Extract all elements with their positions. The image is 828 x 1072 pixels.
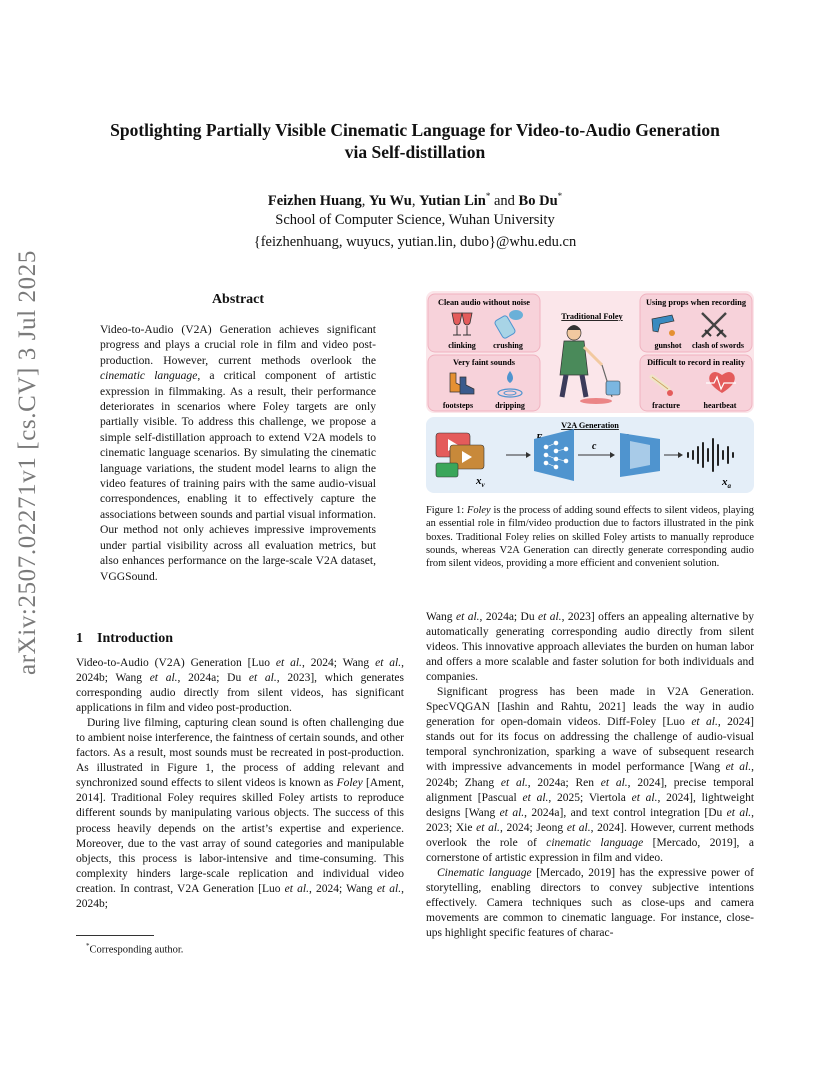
author-separator: , [411, 192, 420, 209]
abstract-text [100, 322, 376, 584]
emphasis-text: et al. [476, 821, 500, 834]
traditional-foley-title: Traditional Foley [561, 312, 623, 321]
caption-text: is the process of adding sound effects to silent videos, playing an essential role in film/video production due to factors illustrated in the pink boxes. Traditional Foley relies on skilled Foley artists to manually reproduce sounds, whereas V2A Generation can directly generate corresponding audio from silent videos, providing a more efficient and convenient solution. [426, 505, 755, 570]
paragraph-text: , 2024]. However, current methods overlook the role of [426, 821, 754, 849]
emphasis-text: Foley [336, 777, 363, 790]
emphasis-text: et al. [149, 672, 178, 685]
clinking-label: clinking [448, 341, 476, 350]
paragraph-text: Significant progress has been made in V2A Generation. SpecVQGAN [Iashin and Rahtu, 2021] leads the way in audio generation for open-domain videos. Diff-Foley [Luo [426, 686, 754, 729]
paper-title [60, 119, 770, 163]
difficult-title: Difficult to record in reality [647, 358, 745, 367]
corresponding-mark: * [485, 191, 491, 201]
clean-audio-title: Clean audio without noise [438, 298, 530, 307]
paragraph-text: , 2023], which generates corresponding audio directly from silent videos, has significant applications in film and video post-production. [76, 672, 405, 715]
section-title: Introduction [97, 631, 173, 646]
paragraph-text: , 2024a], and text control integration [Du [524, 806, 727, 819]
emphasis-text: cinematic language [546, 836, 644, 849]
author-separator: , [361, 192, 369, 209]
faint-sounds-title: Very faint sounds [453, 358, 515, 367]
body-paragraph [426, 685, 754, 866]
emphasis-text: Cinematic language [437, 866, 532, 879]
footnote-rule [76, 935, 154, 936]
paragraph-text: , 2024; Wang [308, 882, 377, 895]
abstract-text-part: , a critical component of artistic expression in filmmaking. As a result, their performance deteriorates in scenarios where Foley targets are only partially visible. To address this challenge, we propose a simple self-distillation approach to extend V2A models to cinematic language scenarios. By simulating the cinematic language variations, the student model learns to align the video features of training pairs with the same audio-visual correspondences, enabling it to effectively capture the associations between sounds and partial visual information. Our method not only achieves impressive improvements under partial visibility across all evaluation metrics, but also enhances performance on the large-scale V2A dataset, VGGSound. [100, 369, 376, 583]
paragraph-text: , 2024a; Ren [527, 776, 601, 789]
paragraph-text: , 2023; Xie [426, 806, 755, 834]
section-heading [76, 631, 173, 647]
paragraph-text: , 2025; Viertola [548, 791, 632, 804]
body-paragraph [426, 866, 754, 941]
emphasis-text: et al. [376, 882, 402, 895]
generator-inner [630, 441, 650, 469]
paragraph-text: , 2024], precise temporal alignment [Pascual [426, 776, 754, 804]
emphasis-text: et al. [284, 882, 309, 895]
v2a-title: V2A Generation [561, 421, 619, 430]
fracture-label: fracture [652, 401, 680, 410]
caption-emphasis: Foley [467, 505, 491, 516]
footnote [86, 940, 183, 957]
emphasis-text: et al. [631, 791, 658, 804]
emphasis-text: et al. [499, 806, 525, 819]
paragraph-text: , 2024; Jeong [499, 821, 567, 834]
crushing-label: crushing [493, 341, 523, 350]
props-title: Using props when recording [646, 298, 746, 307]
gunshot-label: gunshot [654, 341, 682, 350]
emphasis-text: et al. [522, 791, 549, 804]
paragraph-text: , 2024] stands out for its focus on addressing the challenge of audio-visual temporal synchronization, sparking a wave of subsequent research with impressive advancements in model performance [Wang [426, 716, 754, 774]
video-input-label: $x_v$ [476, 475, 485, 489]
emphasis-text: et al. [600, 776, 628, 789]
body-paragraph [76, 656, 404, 716]
abstract-heading: Abstract [211, 292, 265, 307]
emphasis-text: et al. [566, 821, 591, 834]
emphasis-text: et al. [538, 611, 562, 623]
paragraph-text: Wang [426, 611, 456, 623]
author-separator: and [490, 192, 519, 209]
paragraph-text: , 2024b; Wang [76, 657, 405, 685]
paragraph-text: [Ament, 2014]. Traditional Foley requires skilled Foley artists to reproduce different sounds by manipulating various objects. The success of this process heavily depends on the artist’s expertise and experience. Moreover, due to the vast array of sound categories and manipulable objects, this process is labor-intensive and time-consuming. This complexity hinders large-scale replication and individual video creation. In contrast, V2A Generation [Luo [76, 777, 404, 895]
arxiv-identifier: arXiv:2507.02271v1 [cs.CV] 3 Jul 2025 [14, 250, 41, 675]
author-emails: {feizhenhuang, wuyucs, yutian.lin, dubo}@whu.edu.cn [253, 234, 577, 250]
paragraph-text: , 2024b; Zhang [426, 761, 754, 789]
section-number: 1 [76, 631, 83, 646]
author-name: Bo Du [518, 192, 558, 209]
condition-label: c [592, 441, 597, 452]
footnote-text: Corresponding author. [89, 944, 184, 956]
body-paragraph [76, 716, 404, 912]
author-name: Feizhen Huang [267, 192, 362, 209]
paragraph-text: , 2023] offers an appealing alternative by automatically generating corresponding audio directly from silent videos. This innovative approach alleviates the burden on human labor and offers a more scalable and faster solution for both individuals and companies. [426, 611, 754, 684]
author-name: Yutian Lin [419, 192, 486, 209]
left-column-body [76, 656, 404, 912]
figure-caption [426, 504, 754, 570]
heartbeat-label: heartbeat [703, 401, 737, 410]
emphasis-text: et al. [726, 806, 752, 819]
abstract-emphasis: cinematic language [100, 369, 198, 383]
paragraph-text: , 2024a; Du [177, 672, 249, 685]
author-name: Yu Wu [368, 192, 412, 209]
emphasis-text: et al. [375, 657, 402, 669]
figure-1 [426, 289, 754, 495]
right-column-body [426, 610, 754, 941]
dripping-label: dripping [495, 401, 525, 410]
emphasis-text: et al. [691, 716, 718, 729]
caption-label: Figure 1: [426, 505, 467, 516]
paragraph-text: During live filming, capturing clean sound is often challenging due to ambient noise interference, the faintness of certain sounds, and other factors. As a result, most sounds must be recreated in post-production. As illustrated in Figure 1, the process of adding relevant and synchronized sound effects to silent videos is known as [76, 717, 404, 790]
emphasis-text: et al. [248, 672, 277, 685]
emphasis-text: et al. [500, 776, 528, 789]
affiliation: School of Computer Science, Wuhan University [275, 212, 555, 228]
footnote-mark: * [86, 942, 90, 950]
paragraph-text: , 2024b; [76, 882, 404, 910]
swords-label: clash of swords [691, 341, 745, 350]
author-list [60, 187, 770, 210]
emphasis-text: et al. [725, 761, 752, 774]
title-line-1: Spotlighting Partially Visible Cinematic Language for Video-to-Audio Generation [110, 120, 720, 140]
emphasis-text: et al. [455, 611, 480, 623]
paragraph-text: , 2024a; Du [479, 611, 539, 623]
abstract-text-part: Video-to-Audio (V2A) Generation achieves significant progress and plays a crucial role in film and video post-production. However, current methods overlook the [100, 323, 376, 367]
corresponding-mark: * [557, 191, 563, 201]
paragraph-text: , 2024; Wang [301, 657, 376, 669]
footsteps-label: footsteps [442, 401, 474, 410]
paragraph-text: [Mercado, 2019], a cornerstone of artistic expression in film and video. [426, 836, 754, 864]
paragraph-text: Video-to-Audio (V2A) Generation [Luo [76, 657, 276, 669]
paragraph-text: , 2024], lightweight designs [Wang [426, 791, 755, 819]
body-paragraph [426, 610, 754, 685]
emphasis-text: et al. [275, 657, 302, 669]
audio-output-label: $x_a$ [722, 476, 731, 490]
title-line-2: via Self-distillation [344, 142, 486, 162]
paragraph-text: [Mercado, 2019] has the expressive power of storytelling, enabling directors to convey subjective intentions effectively. Camera techniques such as close-ups and camera movements are common to cinematic language. For instance, close-ups highlight specific features of charac- [426, 866, 754, 939]
